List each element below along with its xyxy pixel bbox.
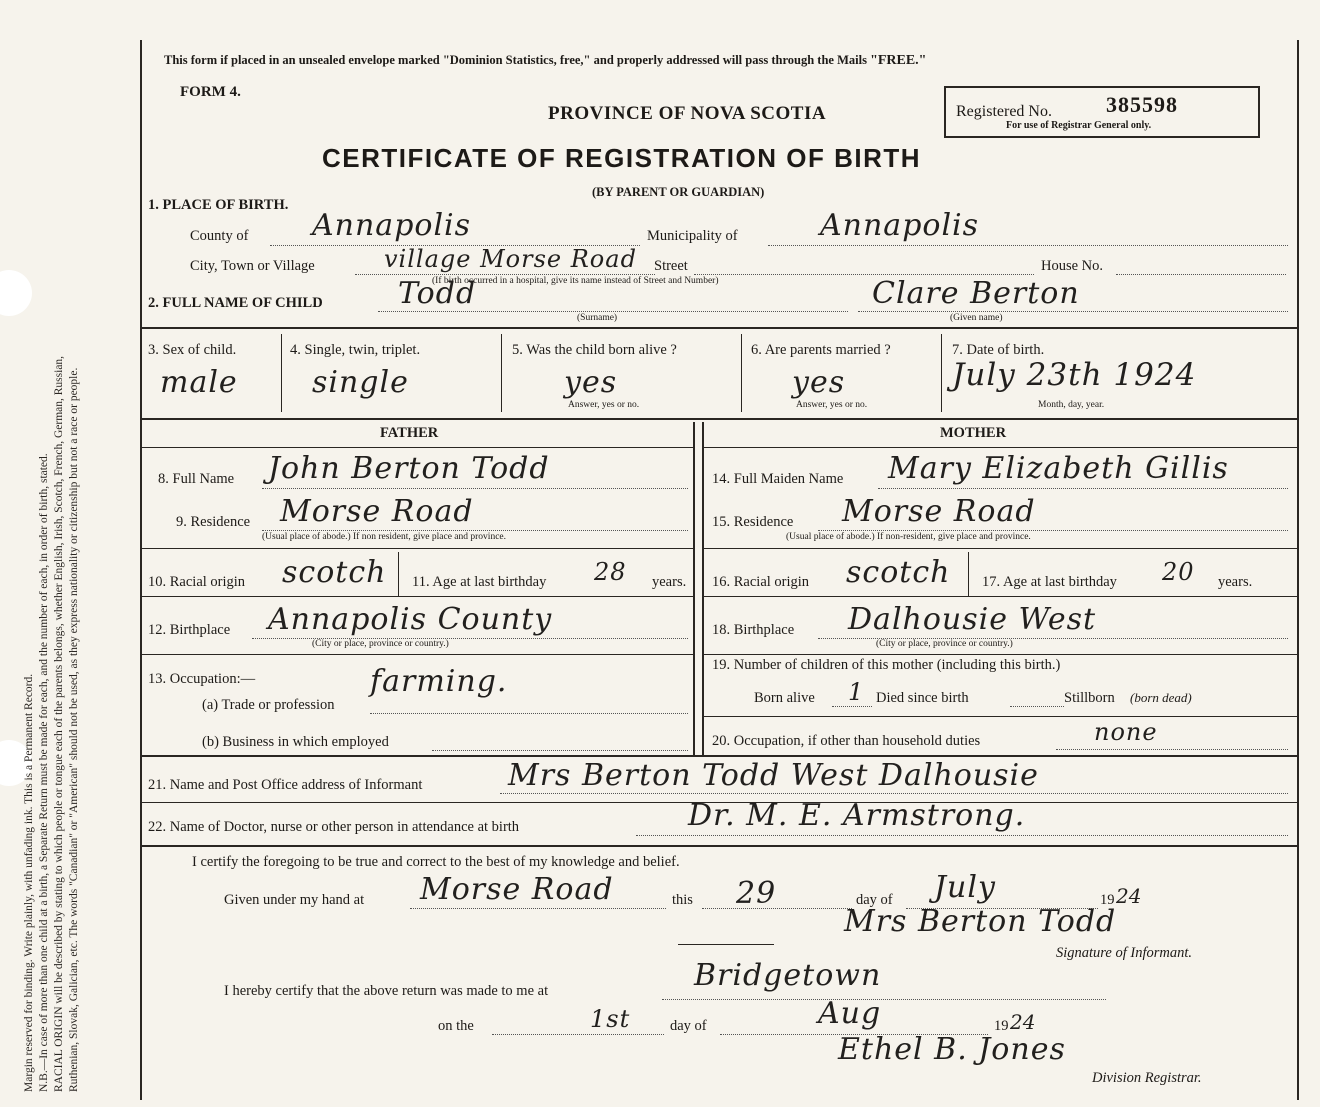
county-value: Annapolis (312, 208, 472, 243)
registrar-note: For use of Registrar General only. (1006, 120, 1152, 131)
registrar-signature: Ethel B. Jones (838, 1032, 1066, 1067)
given-place-value: Morse Road (420, 872, 614, 907)
father-rule-3 (141, 596, 693, 597)
single-label: 4. Single, twin, triplet. (290, 342, 421, 358)
dob-note: Month, day, year. (1038, 400, 1105, 410)
father-name-value: John Berton Todd (268, 451, 550, 486)
day-line (702, 908, 852, 909)
col-div-1 (281, 334, 282, 412)
certify-year: 24 (1116, 884, 1142, 908)
divider-5 (141, 845, 1298, 847)
municipality-line (768, 245, 1288, 246)
mother-name-label: 14. Full Maiden Name (712, 471, 844, 487)
margin-note-2: N.B.—In case of more than one child at a birth, a Separate Return must be made for each, and the number of each, in order of birth, stated. (38, 453, 50, 1092)
county-label: County of (190, 228, 249, 244)
city-label: City, Town or Village (190, 258, 315, 274)
mother-name-value: Mary Elizabeth Gillis (888, 451, 1229, 486)
father-rule-2 (141, 548, 693, 549)
registered-number-box (944, 86, 1260, 138)
father-rule-4 (141, 654, 693, 655)
father-age-value: 28 (594, 558, 627, 586)
mother-age-label: 17. Age at last birthday (982, 574, 1117, 590)
mother-children-label: 19. Number of children of this mother (including this birth.) (712, 657, 1061, 673)
col-div-3 (741, 334, 742, 412)
certify-year-prefix: 19 (1100, 892, 1115, 908)
married-note: Answer, yes or no. (796, 400, 868, 410)
married-value: yes (792, 365, 846, 400)
married-label: 6. Are parents married ? (751, 342, 891, 358)
mother-occ-line (1056, 749, 1288, 750)
father-trade-line (370, 713, 688, 714)
died-label: Died since birth (876, 690, 969, 706)
registered-label: Registered No. (956, 103, 1052, 120)
father-heading: FATHER (380, 425, 439, 441)
father-trade-value: farming. (370, 664, 508, 699)
father-res-note: (Usual place of abode.) If non resident, give place and province. (262, 532, 506, 542)
mother-rule-3 (704, 596, 1298, 597)
mother-bp-note: (City or place, province or country.) (876, 639, 1013, 649)
mail-notice-free: "FREE." (870, 53, 927, 68)
registrar-year-prefix: 19 (994, 1018, 1009, 1034)
informant-line (500, 793, 1288, 794)
father-race-value: scotch (282, 555, 387, 590)
father-age-unit: years. (652, 574, 687, 590)
mother-bp-value: Dalhousie West (848, 602, 1097, 637)
given-place-line (410, 908, 666, 909)
mother-heading: MOTHER (940, 425, 1007, 441)
died-line (1010, 706, 1064, 707)
single-value: single (312, 365, 409, 400)
registrar-month: Aug (818, 996, 882, 1031)
registrar-dayof-label: day of (670, 1018, 707, 1034)
doctor-label: 22. Name of Doctor, nurse or other person in attendance at birth (148, 819, 520, 835)
child-surname: Todd (398, 276, 477, 311)
alive-value: yes (564, 365, 618, 400)
street-note: (If birth occurred in a hospital, give its name instead of Street and Number) (432, 276, 719, 286)
doctor-value: Dr. M. E. Armstrong. (688, 798, 1026, 833)
form-border-right (1297, 40, 1299, 1100)
margin-notes-text (22, 12, 82, 1092)
father-res-line (262, 530, 688, 531)
margin-note-3: RACIAL ORIGIN will be described by stating to which people or tongue each of the parents belongs, whether English, Irish, Scotch, French, German, Russian, (53, 355, 65, 1092)
mother-res-note: (Usual place of abode.) If non-resident, give place and province. (786, 532, 1031, 542)
father-business-label: (b) Business in which employed (202, 734, 389, 750)
mother-rule (704, 447, 1298, 448)
street-line (694, 274, 1034, 275)
place-heading: 1. PLACE OF BIRTH. (148, 197, 289, 213)
child-name-heading: 2. FULL NAME OF CHILD (148, 295, 323, 311)
mother-race-label: 16. Racial origin (712, 574, 810, 590)
mother-occ-label: 20. Occupation, if other than household duties (712, 733, 981, 749)
father-business-line (432, 750, 688, 751)
informant-value: Mrs Berton Todd West Dalhousie (508, 758, 1039, 793)
mother-rule-4 (704, 654, 1298, 655)
born-alive-label: Born alive (754, 690, 815, 706)
registrar-on-label: on the (438, 1018, 474, 1034)
registrar-year: 24 (1010, 1010, 1036, 1034)
sex-value: male (160, 365, 238, 400)
certify-statement: I certify the foregoing to be true and correct to the best of my knowledge and belief. (192, 854, 680, 870)
sex-label: 3. Sex of child. (148, 342, 237, 358)
registrar-day-line (492, 1034, 664, 1035)
house-line (1116, 274, 1286, 275)
mail-notice-text: This form if placed in an unsealed envelope marked "Dominion Statistics, free," and properly addressed will pass through the Mails (164, 53, 867, 67)
certify-dayof-label: day of (856, 892, 893, 908)
dob-value: July 23th 1924 (952, 357, 1197, 393)
alive-label: 5. Was the child born alive ? (512, 342, 677, 358)
informant-signature-label: Signature of Informant. (1056, 945, 1193, 961)
mother-res-value: Morse Road (842, 494, 1036, 529)
father-res-label: 9. Residence (176, 514, 251, 530)
mother-bp-label: 18. Birthplace (712, 622, 795, 638)
mother-age-unit: years. (1218, 574, 1253, 590)
given-line (858, 311, 1288, 312)
informant-signature: Mrs Berton Todd (844, 904, 1117, 939)
registrar-place: Bridgetown (694, 958, 882, 993)
registrar-place-line (662, 999, 1106, 1000)
stillborn-note: (born dead) (1130, 690, 1192, 705)
mother-occ-value: none (1094, 718, 1158, 746)
this-label: this (672, 892, 693, 908)
form-border-left (140, 40, 142, 1100)
father-rule (141, 447, 693, 448)
mother-rule-2 (704, 548, 1298, 549)
doctor-line (636, 835, 1288, 836)
father-bp-label: 12. Birthplace (148, 622, 231, 638)
divider-1 (141, 327, 1298, 329)
city-value: village Morse Road (384, 245, 637, 273)
mother-res-label: 15. Residence (712, 514, 794, 530)
mother-name-line (878, 488, 1288, 489)
given-label: (Given name) (950, 313, 1003, 323)
short-rule (678, 944, 774, 945)
father-name-label: 8. Full Name (158, 471, 235, 487)
father-name-line (262, 488, 688, 489)
mail-notice (164, 53, 926, 69)
col-div-2 (501, 334, 502, 412)
mother-res-line (818, 530, 1288, 531)
alive-note: Answer, yes or no. (568, 400, 640, 410)
given-under-label: Given under my hand at (224, 892, 365, 908)
margin-notes (0, 0, 138, 1107)
certify-month: July (934, 870, 996, 905)
form-number: FORM 4. (180, 84, 241, 100)
mother-age-divider (968, 552, 969, 596)
father-age-divider (398, 552, 399, 596)
margin-note-4: Ruthenian, Slovak, Galician, etc. The words "Canadian" or "American" should not be used, as they express nationality or citizenship but not a race or people. (68, 367, 80, 1092)
col-div-4 (941, 334, 942, 412)
parents-divider-1 (693, 422, 695, 755)
informant-label: 21. Name and Post Office address of Informant (148, 777, 423, 793)
father-bp-note: (City or place, province or country.) (312, 639, 449, 649)
father-res-value: Morse Road (280, 494, 474, 529)
certificate-title: CERTIFICATE OF REGISTRATION OF BIRTH (322, 143, 922, 173)
certificate-subtitle: (BY PARENT OR GUARDIAN) (592, 185, 765, 199)
father-occ-label: 13. Occupation:— (148, 671, 256, 687)
registrar-signature-label: Division Registrar. (1092, 1070, 1202, 1086)
municipality-value: Annapolis (820, 208, 980, 243)
born-alive-line (832, 706, 872, 707)
born-alive-value: 1 (848, 678, 865, 706)
street-label: Street (654, 258, 688, 274)
mother-race-value: scotch (846, 555, 951, 590)
surname-line (378, 311, 848, 312)
stillborn-label: Stillborn (1064, 690, 1115, 706)
dob-label: 7. Date of birth. (952, 342, 1045, 358)
registrar-day: 1st (590, 1005, 631, 1033)
city-line (355, 274, 655, 275)
parents-divider-2 (702, 422, 704, 755)
mother-age-value: 20 (1162, 558, 1195, 586)
registrar-statement: I hereby certify that the above return was made to me at (224, 983, 549, 999)
child-given-name: Clare Berton (872, 276, 1080, 311)
father-bp-value: Annapolis County (268, 602, 553, 637)
certify-day: 29 (736, 876, 777, 911)
surname-label: (Surname) (577, 313, 618, 323)
margin-note-1: Margin reserved for binding. Write plainly, with unfading ink. This is a Permanent Record. (23, 673, 35, 1092)
house-label: House No. (1041, 258, 1104, 274)
divider-2 (141, 418, 1298, 420)
divider-3 (141, 755, 1298, 757)
municipality-label: Municipality of (647, 228, 738, 244)
father-age-label: 11. Age at last birthday (412, 574, 547, 590)
father-race-label: 10. Racial origin (148, 574, 246, 590)
mother-rule-5 (704, 716, 1298, 717)
father-trade-label: (a) Trade or profession (202, 697, 335, 713)
province-heading: PROVINCE OF NOVA SCOTIA (548, 103, 827, 124)
registered-value: 385598 (1106, 92, 1178, 117)
